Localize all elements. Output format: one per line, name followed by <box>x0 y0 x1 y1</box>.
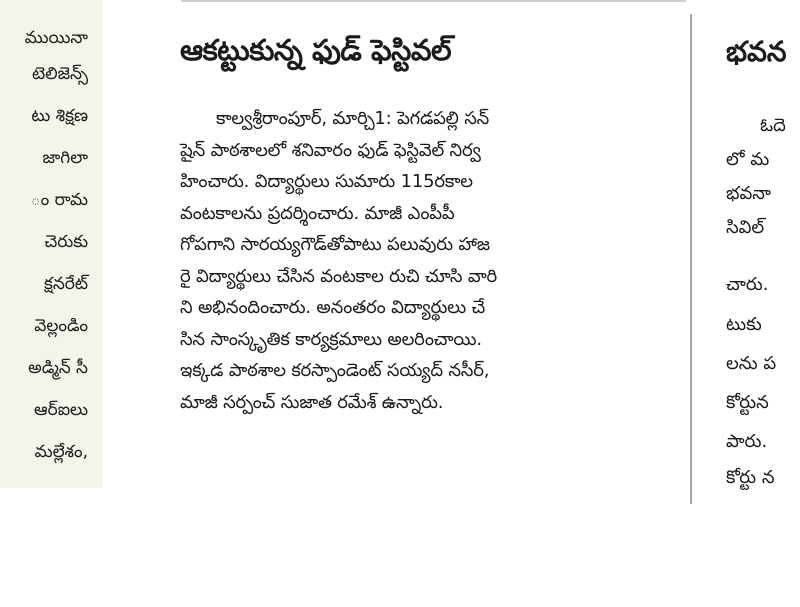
right-column-headline: భవన <box>726 35 787 68</box>
right-column-line: ఓదె <box>760 115 786 136</box>
top-rule <box>181 0 686 2</box>
article-headline: ఆకట్టుకున్న ఫుడ్ ఫెస్టివల్ <box>180 33 452 67</box>
article-line: హించారు. విద్యార్థులు సుమారు 115రకాల <box>180 171 473 192</box>
left-column-line: ం రామ <box>30 190 88 210</box>
article-line: ఇక్కడ పాఠశాల కరస్పాండెంట్ సయ్యద్ నసీర్, <box>180 360 490 381</box>
left-column-line: మల్లేశం, <box>34 442 88 462</box>
right-column-line: కోర్టున <box>726 392 769 413</box>
article-line: ని అభినందించారు. అనంతరం విద్యార్థులు చే <box>180 297 485 318</box>
left-column-fragment <box>0 0 102 488</box>
article-line: మాజీ సర్పంచ్ సుజాత రమేశ్ ఉన్నారు. <box>180 391 444 413</box>
left-column-line: జాగిలా <box>42 148 88 168</box>
article-line: గోపగాని సారయ్యగౌడ్‌తోపాటు పలువురు హాజ <box>180 234 490 255</box>
left-column-line: వెల్లండిం <box>34 316 88 336</box>
article-body <box>180 103 660 418</box>
right-column-line: పారు. <box>726 431 768 452</box>
article-line: సిన సాంస్కృతిక కార్యక్రమాలు అలరించాయి. <box>180 328 482 350</box>
right-column-line: భవనా <box>726 183 771 204</box>
left-column-line: ముయినా <box>24 28 88 48</box>
left-column-line: క్షనరేట్ <box>43 274 88 294</box>
left-column-line: ఆర్ఐలు <box>34 400 88 420</box>
column-divider <box>690 14 692 504</box>
right-column-line: టుకు <box>726 314 762 335</box>
right-column-line: సివిల్ <box>726 217 765 238</box>
left-column-line: టు శిక్షణ <box>31 106 88 126</box>
article-line: వంటకాలను ప్రదర్శించారు. మాజీ ఎంపీపీ <box>180 202 455 224</box>
article-line: రై విద్యార్థులు చేసిన వంటకాల రుచి చూసి వారి <box>180 265 498 287</box>
right-column-line: లను ప <box>726 353 777 374</box>
right-column-line: కోర్టు న <box>726 467 775 488</box>
left-column-line: అడ్మిన్ సీ <box>28 358 88 378</box>
article-line: కాల్వశ్రీరాంపూర్, మార్చి1: పెగడపల్లి సన్ <box>216 108 490 129</box>
left-column-line: టెలిజెన్స్ <box>31 64 88 84</box>
left-column-line: చెరుకు <box>44 232 88 252</box>
article-line: షైన్ పాఠశాలలో శనివారం ఫుడ్ ఫెస్టివెల్ నిర్వ <box>180 139 481 161</box>
right-column-line: చారు. <box>726 274 769 295</box>
right-column-line: లో మ <box>726 149 770 170</box>
